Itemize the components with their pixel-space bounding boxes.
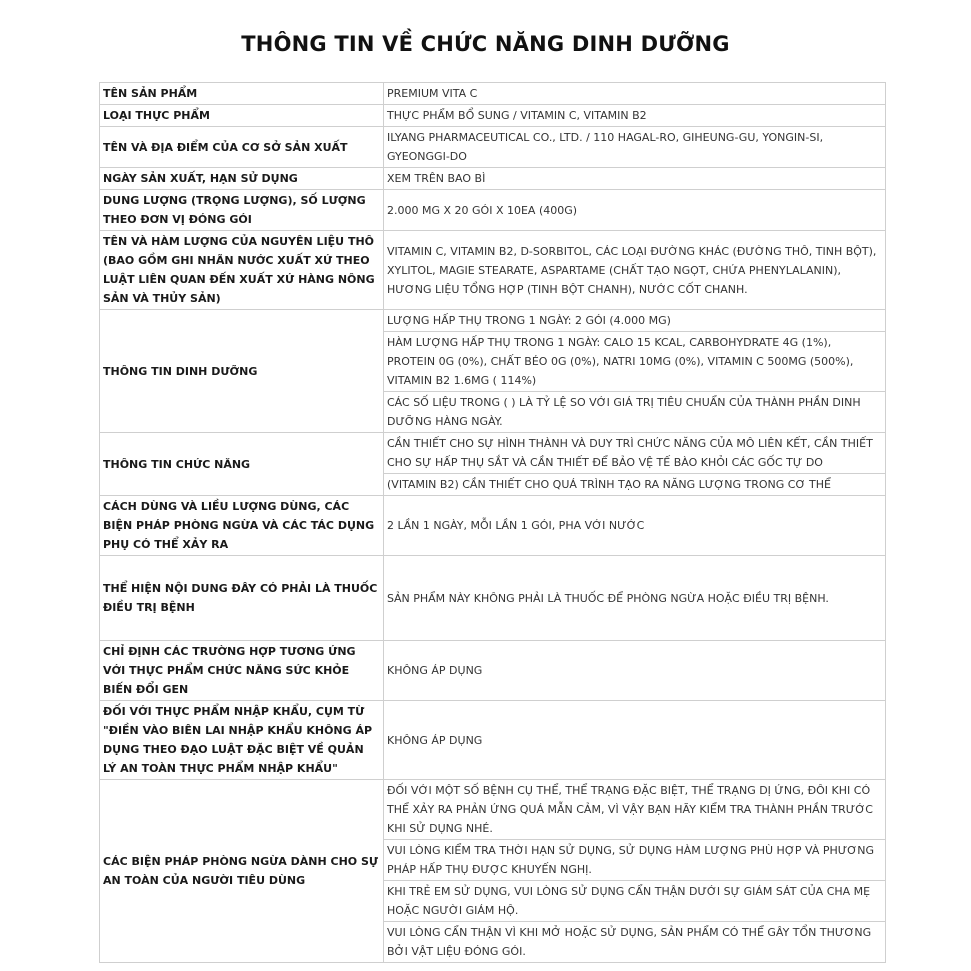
row-value: ĐỐI VỚI MỘT SỐ BỆNH CỤ THỂ, THỂ TRẠNG ĐẶC BIỆT, THỂ TRẠNG DỊ ỨNG, ĐÔI KHI CÓ THỂ XẢY RA PHẢN ỨNG QUÁ MẪN CẢM, VÌ VẬY BẠN HÃY KIỂM TRA THÀNH PHẦN TRƯỚC KHI SỬ DỤNG NHÉ.	[384, 780, 886, 840]
table-row	[100, 701, 886, 780]
row-label: ĐỐI VỚI THỰC PHẨM NHẬP KHẨU, CỤM TỪ "ĐIỀN VÀO BIÊN LAI NHẬP KHẨU KHÔNG ÁP DỤNG THEO ĐẠO LUẬT ĐẶC BIỆT VỀ QUẢN LÝ AN TOÀN THỰC PHẨM NHẬP KHẨU"	[100, 701, 384, 780]
row-value: 2.000 MG X 20 GÓI X 10EA (400G)	[384, 190, 886, 231]
row-label: THÔNG TIN CHỨC NĂNG	[100, 433, 384, 496]
table-row	[100, 190, 886, 231]
row-value: KHI TRẺ EM SỬ DỤNG, VUI LÒNG SỬ DỤNG CẨN THẬN DƯỚI SỰ GIÁM SÁT CỦA CHA MẸ HOẶC NGƯỜI GIÁM HỘ.	[384, 881, 886, 922]
row-value: VUI LÒNG CẨN THẬN VÌ KHI MỞ HOẶC SỬ DỤNG, SẢN PHẨM CÓ THỂ GÂY TỔN THƯƠNG BỞI VẬT LIỆU ĐÓNG GÓI.	[384, 922, 886, 963]
row-value: CÁC SỐ LIỆU TRONG ( ) LÀ TỶ LỆ SO VỚI GIÁ TRỊ TIÊU CHUẨN CỦA THÀNH PHẦN DINH DƯỠNG HÀNG NGÀY.	[384, 392, 886, 433]
row-value: VITAMIN C, VITAMIN B2, D-SORBITOL, CÁC LOẠI ĐƯỜNG KHÁC (ĐƯỜNG THÔ, TINH BỘT), XYLITOL, MAGIE STEARATE, ASPARTAME (CHẤT TẠO NGỌT, CHỨA PHENYLALANIN), HƯƠNG LIỆU TỔNG HỢP (TINH BỘT CHANH), NƯỚC CỐT CHANH.	[384, 231, 886, 310]
row-label: NGÀY SẢN XUẤT, HẠN SỬ DỤNG	[100, 168, 384, 190]
table-row	[100, 83, 886, 105]
row-label: CÁCH DÙNG VÀ LIỀU LƯỢNG DÙNG, CÁC BIỆN PHÁP PHÒNG NGỪA VÀ CÁC TÁC DỤNG PHỤ CÓ THỂ XẢY RA	[100, 496, 384, 556]
row-value: (VITAMIN B2) CẦN THIẾT CHO QUÁ TRÌNH TẠO RA NĂNG LƯỢNG TRONG CƠ THỂ	[384, 474, 886, 496]
table-row	[100, 127, 886, 168]
row-value: LƯỢNG HẤP THỤ TRONG 1 NGÀY: 2 GÓI (4.000 MG)	[384, 310, 886, 332]
table-row	[100, 780, 886, 840]
table-row	[100, 641, 886, 701]
table-row	[100, 168, 886, 190]
row-value: THỰC PHẨM BỔ SUNG / VITAMIN C, VITAMIN B2	[384, 105, 886, 127]
table-row	[100, 496, 886, 556]
row-value: KHÔNG ÁP DỤNG	[384, 701, 886, 780]
row-label: TÊN VÀ HÀM LƯỢNG CỦA NGUYÊN LIỆU THÔ (BAO GỒM GHI NHÃN NƯỚC XUẤT XỨ THEO LUẬT LIÊN QUAN ĐẾN XUẤT XỨ HÀNG NÔNG SẢN VÀ THỦY SẢN)	[100, 231, 384, 310]
row-value: XEM TRÊN BAO BÌ	[384, 168, 886, 190]
row-label: CHỈ ĐỊNH CÁC TRƯỜNG HỢP TƯƠNG ỨNG VỚI THỰC PHẨM CHỨC NĂNG SỨC KHỎE BIẾN ĐỔI GEN	[100, 641, 384, 701]
table-row	[100, 556, 886, 641]
row-value: HÀM LƯỢNG HẤP THỤ TRONG 1 NGÀY: CALO 15 KCAL, CARBOHYDRATE 4G (1%), PROTEIN 0G (0%), CHẤT BÉO 0G (0%), NATRI 10MG (0%), VITAMIN C 500MG (500%), VITAMIN B2 1.6MG ( 114%)	[384, 332, 886, 392]
table-row	[100, 310, 886, 332]
row-label: TÊN VÀ ĐỊA ĐIỂM CỦA CƠ SỞ SẢN XUẤT	[100, 127, 384, 168]
row-label: THỂ HIỆN NỘI DUNG ĐÂY CÓ PHẢI LÀ THUỐC ĐIỀU TRỊ BỆNH	[100, 556, 384, 641]
row-label: TÊN SẢN PHẨM	[100, 83, 384, 105]
row-value: ILYANG PHARMACEUTICAL CO., LTD. / 110 HAGAL-RO, GIHEUNG-GU, YONGIN-SI, GYEONGGI-DO	[384, 127, 886, 168]
row-value: PREMIUM VITA C	[384, 83, 886, 105]
row-value: KHÔNG ÁP DỤNG	[384, 641, 886, 701]
table-row	[100, 105, 886, 127]
table-row	[100, 433, 886, 474]
table-row	[100, 231, 886, 310]
row-value: VUI LÒNG KIỂM TRA THỜI HẠN SỬ DỤNG, SỬ DỤNG HÀM LƯỢNG PHÙ HỢP VÀ PHƯƠNG PHÁP HẤP THỤ ĐƯỢC KHUYẾN NGHỊ.	[384, 840, 886, 881]
row-value: 2 LẦN 1 NGÀY, MỖI LẦN 1 GÓI, PHA VỚI NƯỚC	[384, 496, 886, 556]
nutrition-info-table	[99, 82, 886, 963]
row-label: LOẠI THỰC PHẨM	[100, 105, 384, 127]
row-label: DUNG LƯỢNG (TRỌNG LƯỢNG), SỐ LƯỢNG THEO ĐƠN VỊ ĐÓNG GÓI	[100, 190, 384, 231]
row-label: CÁC BIỆN PHÁP PHÒNG NGỪA DÀNH CHO SỰ AN TOÀN CỦA NGƯỜI TIÊU DÙNG	[100, 780, 384, 963]
row-value: SẢN PHẨM NÀY KHÔNG PHẢI LÀ THUỐC ĐỂ PHÒNG NGỪA HOẶC ĐIỀU TRỊ BỆNH.	[384, 556, 886, 641]
page-title: THÔNG TIN VỀ CHỨC NĂNG DINH DƯỠNG	[241, 32, 730, 56]
row-value: CẦN THIẾT CHO SỰ HÌNH THÀNH VÀ DUY TRÌ CHỨC NĂNG CỦA MÔ LIÊN KẾT, CẦN THIẾT CHO SỰ HẤP THỤ SẮT VÀ CẦN THIẾT ĐỂ BẢO VỆ TẾ BÀO KHỎI CÁC GỐC TỰ DO	[384, 433, 886, 474]
row-label: THÔNG TIN DINH DƯỠNG	[100, 310, 384, 433]
